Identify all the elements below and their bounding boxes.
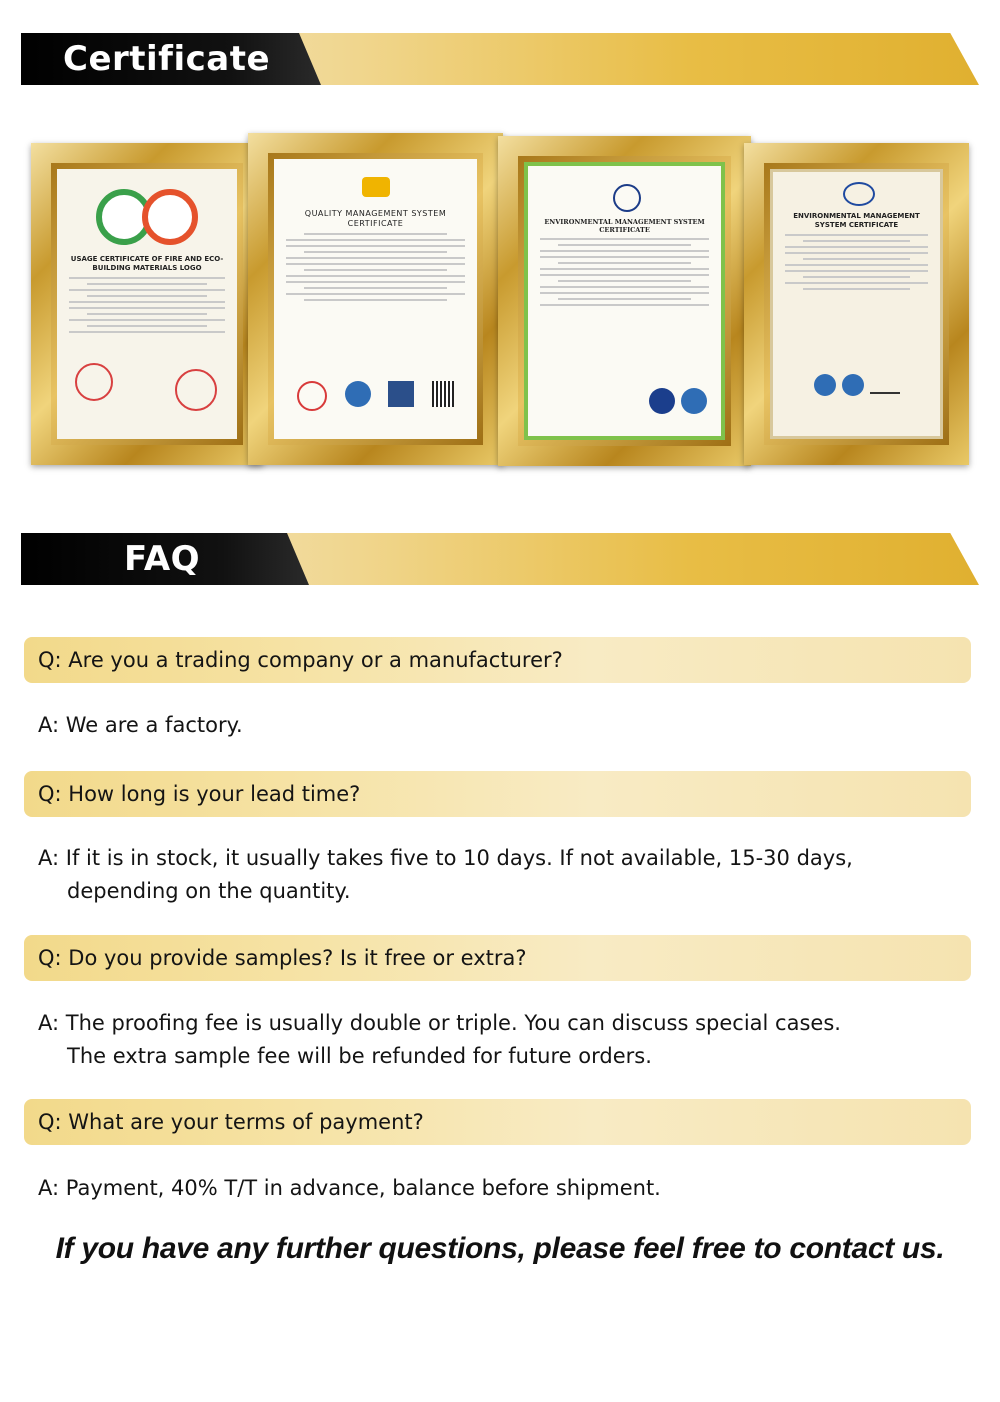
- closing-message: If you have any further questions, please feel free to contact us.: [55, 1232, 945, 1265]
- red-stamp-icon: [75, 363, 113, 401]
- faq-question-1: [24, 637, 971, 683]
- question-text: Q: Do you provide samples? Is it free or extra?: [38, 946, 527, 970]
- cqc-logo-icon: [843, 182, 875, 206]
- eco-logo-icon: [57, 189, 237, 245]
- iaf-logo-icon: [345, 381, 371, 407]
- certificate-1-heading: USAGE CERTIFICATE OF FIRE AND ECO-BUILDING MATERIALS LOGO: [70, 255, 224, 272]
- question-text: Q: Are you a trading company or a manufacturer?: [38, 648, 563, 672]
- answer-text: A: If it is in stock, it usually takes five to 10 days. If not available, 15-30 days,: [38, 846, 853, 870]
- red-stamp-icon: [175, 369, 217, 411]
- certificate-banner: [21, 33, 979, 85]
- certificate-frame-3: [498, 136, 751, 466]
- certification-logo-icon: [613, 184, 641, 212]
- certificate-4-heading: ENVIRONMENTAL MANAGEMENT SYSTEM CERTIFICATE: [793, 212, 920, 229]
- certificate-title: Certificate: [63, 39, 271, 79]
- question-text: Q: How long is your lead time?: [38, 782, 361, 806]
- answer-text: A: Payment, 40% T/T in advance, balance before shipment.: [38, 1176, 661, 1200]
- iaf-logo-icon: [681, 388, 707, 414]
- faq-question-3: [24, 935, 971, 981]
- faq-answer-1: [38, 709, 978, 742]
- answer-text: A: We are a factory.: [38, 713, 243, 737]
- certificate-frame-1: [31, 143, 263, 465]
- certificate-2-heading: QUALITY MANAGEMENT SYSTEM CERTIFICATE: [304, 209, 447, 228]
- cnas-logo-icon: [814, 374, 836, 396]
- question-text: Q: What are your terms of payment?: [38, 1110, 424, 1134]
- signature-icon: [870, 378, 900, 394]
- certificate-3-heading: ENVIRONMENTAL MANAGEMENT SYSTEM CERTIFICATE: [544, 218, 705, 235]
- faq-answer-3: [38, 1007, 978, 1073]
- faq-banner: [21, 533, 979, 585]
- certification-logo-icon: [362, 177, 390, 197]
- cnas-logo-icon: [649, 388, 675, 414]
- answer-text-continued: depending on the quantity.: [67, 879, 351, 903]
- faq-answer-4: [38, 1172, 978, 1205]
- faq-answer-2: [38, 842, 978, 908]
- answer-text-continued: The extra sample fee will be refunded for future orders.: [67, 1044, 652, 1068]
- ias-logo-icon: [388, 381, 414, 407]
- faq-question-2: [24, 771, 971, 817]
- faq-question-4: [24, 1099, 971, 1145]
- iaf-logo-icon: [842, 374, 864, 396]
- qr-code-icon: [432, 381, 454, 407]
- answer-text: A: The proofing fee is usually double or triple. You can discuss special cases.: [38, 1011, 841, 1035]
- red-seal-icon: [297, 381, 327, 411]
- certificate-frame-2: [248, 133, 503, 465]
- certificate-frame-4: [744, 143, 969, 465]
- faq-title: FAQ: [124, 539, 201, 579]
- certificate-gallery: [31, 133, 969, 478]
